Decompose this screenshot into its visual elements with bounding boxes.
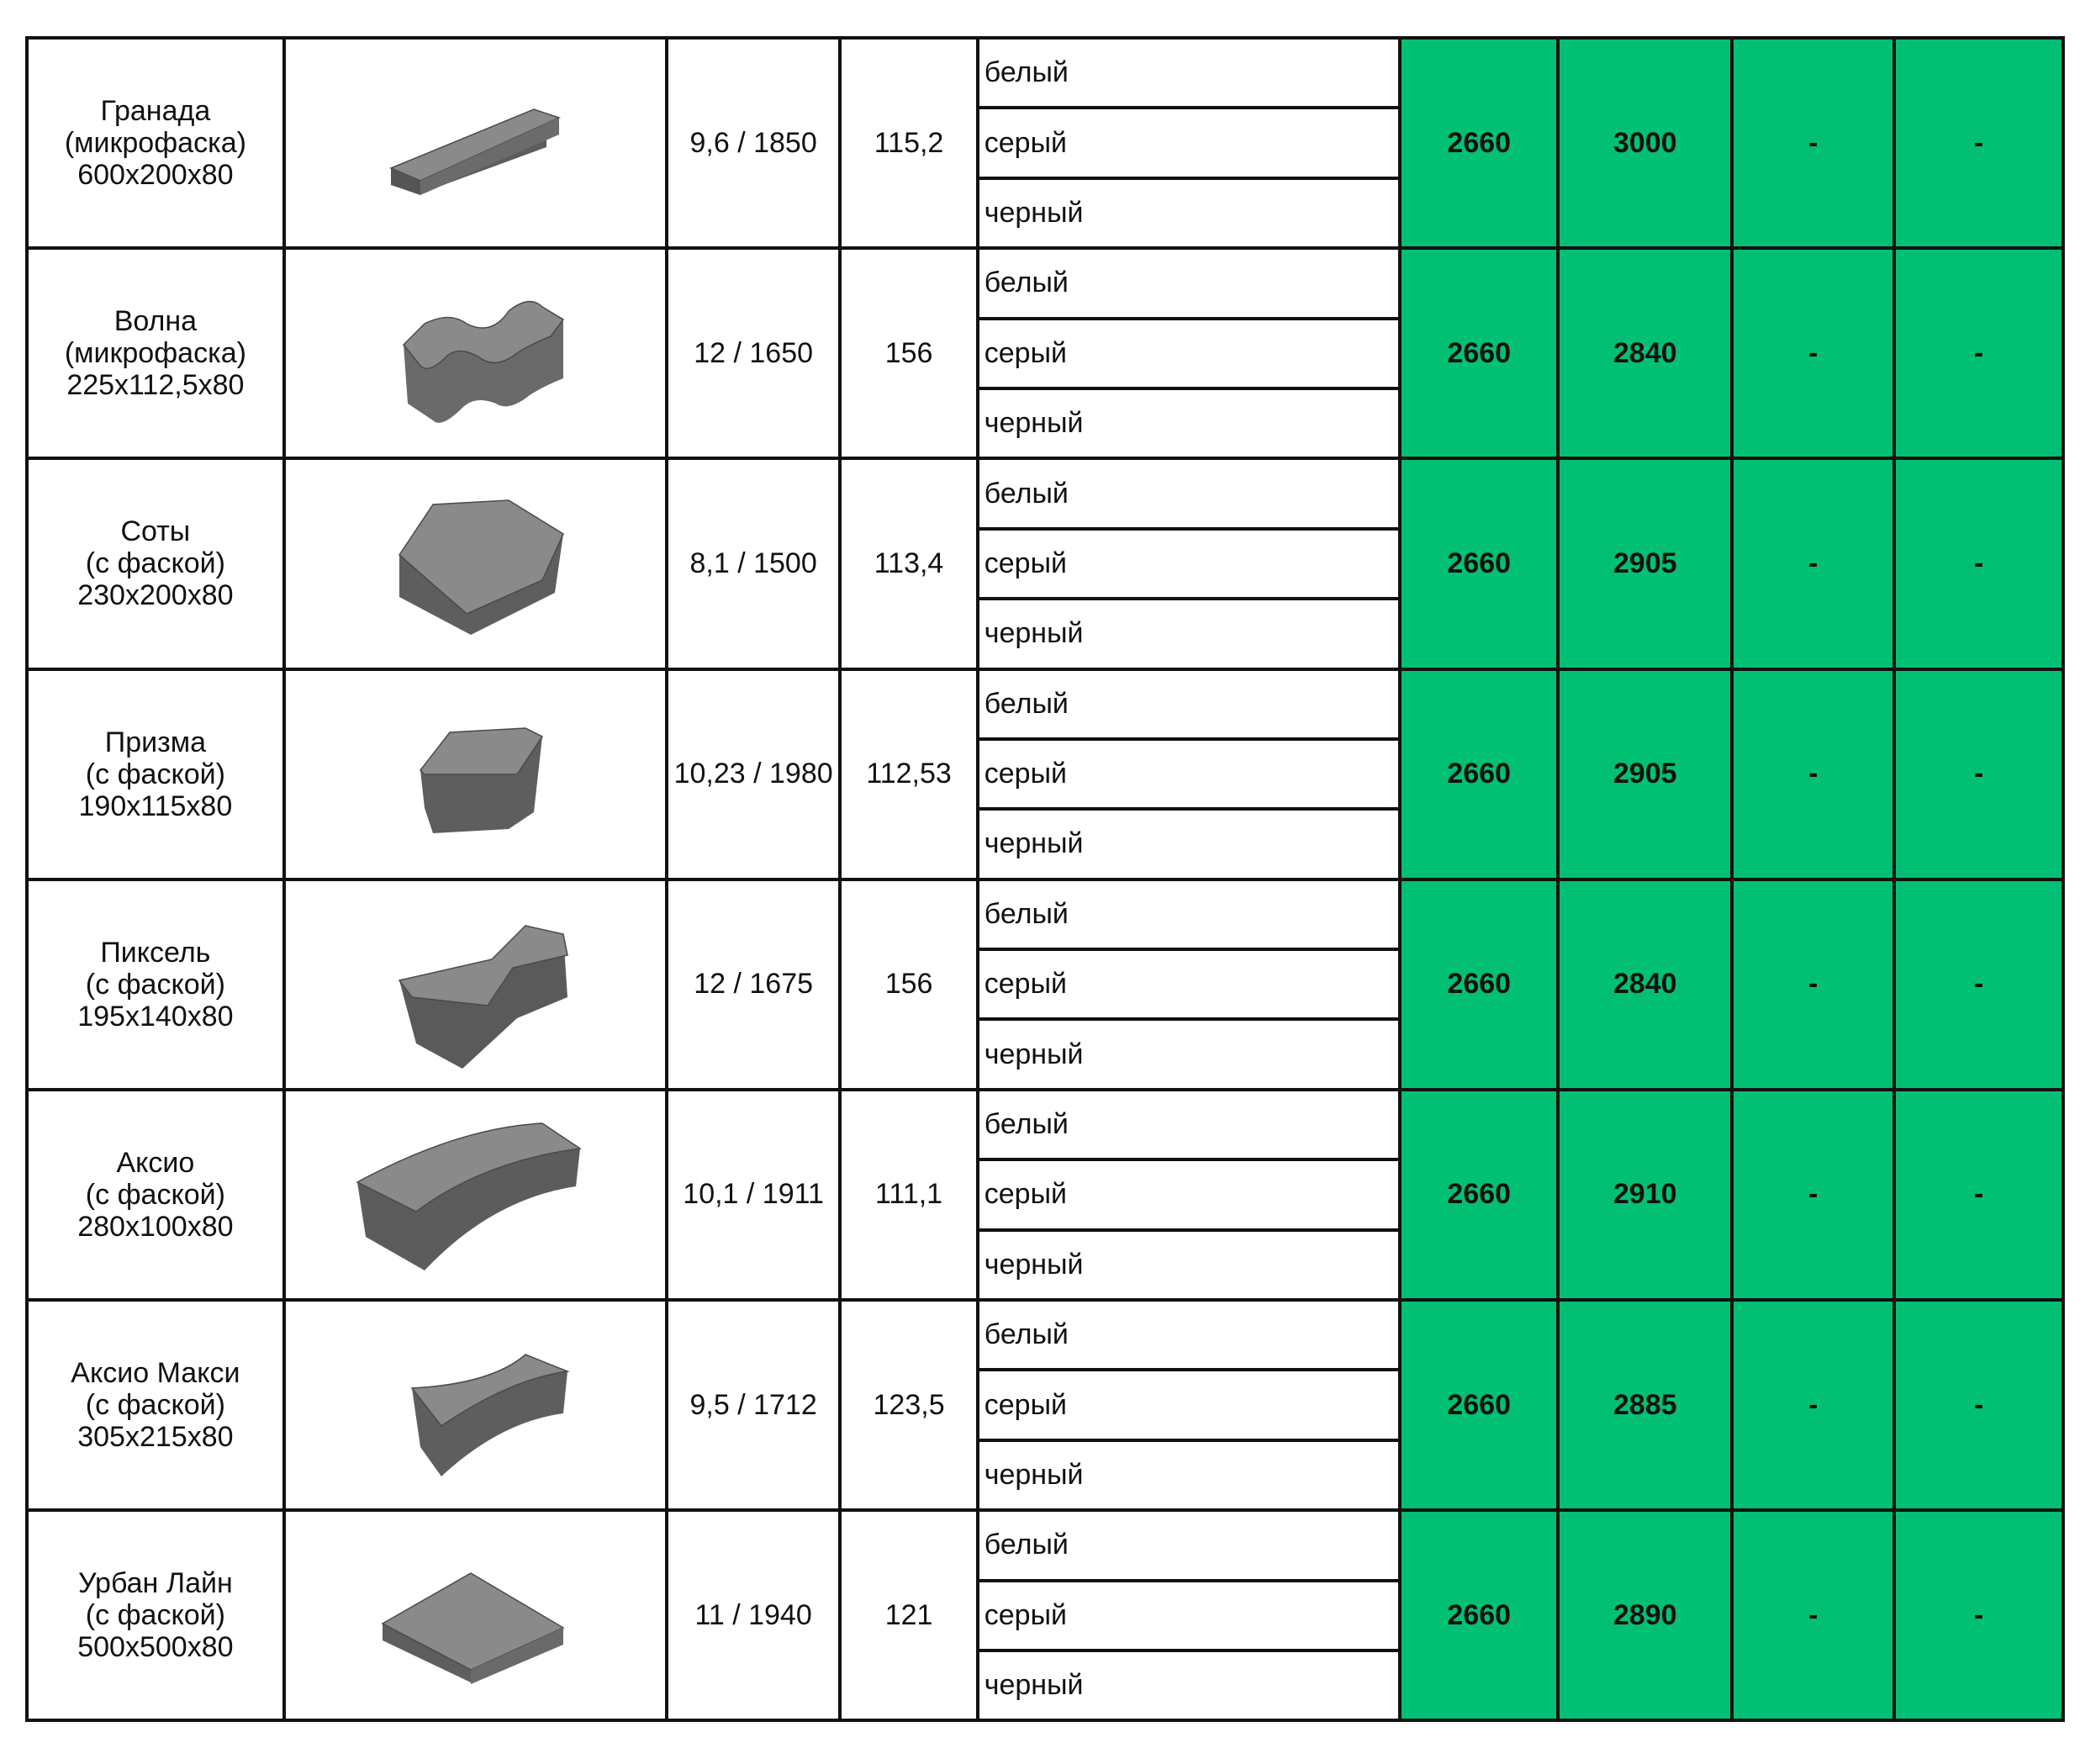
product-image-cell xyxy=(284,1300,667,1510)
product-size: 230x200x80 xyxy=(77,579,234,612)
price4-cell: - xyxy=(1894,879,2063,1090)
price2-cell: 3000 xyxy=(1558,38,1732,248)
product-finish: (с фаской) xyxy=(85,1599,225,1632)
price2-cell: 2905 xyxy=(1558,669,1732,879)
table-row xyxy=(27,669,2063,739)
color-option-cell: серый xyxy=(978,1159,1400,1229)
price2-cell: 2910 xyxy=(1558,1090,1732,1300)
color-option-cell: серый xyxy=(978,1370,1400,1439)
pixel-paver-icon xyxy=(286,896,665,1073)
color-option-cell: белый xyxy=(978,1300,1400,1370)
color-option-cell: черный xyxy=(978,1650,1400,1720)
product-name: Пиксель xyxy=(100,936,211,969)
quantity-cell: 121 xyxy=(840,1510,977,1720)
price4-cell: - xyxy=(1894,1300,2063,1510)
table-row xyxy=(27,1300,2063,1370)
price3-cell: - xyxy=(1732,38,1894,248)
product-size: 190x115x80 xyxy=(78,790,233,822)
product-name-cell xyxy=(27,1090,284,1300)
price3-cell: - xyxy=(1732,879,1894,1090)
quantity-cell: 113,4 xyxy=(840,458,977,668)
color-option-cell: черный xyxy=(978,388,1400,458)
product-finish: (с фаской) xyxy=(85,547,225,580)
color-option-cell: серый xyxy=(978,108,1400,177)
color-option-cell: белый xyxy=(978,1090,1400,1159)
weight-cell: 9,5 / 1712 xyxy=(667,1300,841,1510)
granada-paver-icon xyxy=(286,67,665,219)
product-size: 280x100x80 xyxy=(77,1210,234,1243)
product-name-cell xyxy=(27,458,284,668)
color-option-cell: серый xyxy=(978,1581,1400,1650)
product-finish: (с фаской) xyxy=(85,758,225,790)
product-name: Призма xyxy=(104,726,206,758)
color-option-cell: черный xyxy=(978,1019,1400,1089)
product-size: 225x112,5x80 xyxy=(66,369,245,402)
weight-cell: 9,6 / 1850 xyxy=(667,38,841,248)
product-name: Волна xyxy=(113,305,198,338)
product-name-cell xyxy=(27,879,284,1090)
product-finish: (с фаской) xyxy=(85,1389,225,1422)
price3-cell: - xyxy=(1732,1300,1894,1510)
quantity-cell: 156 xyxy=(840,879,977,1090)
color-option-cell: черный xyxy=(978,178,1400,248)
price1-cell: 2660 xyxy=(1400,669,1558,879)
table-row xyxy=(27,1510,2063,1580)
product-finish: (микрофаска) xyxy=(64,337,246,370)
price1-cell: 2660 xyxy=(1400,458,1558,668)
color-option-cell: белый xyxy=(978,669,1400,739)
price3-cell: - xyxy=(1732,1090,1894,1300)
color-option-cell: серый xyxy=(978,319,1400,388)
table-row xyxy=(27,248,2063,318)
price2-cell: 2840 xyxy=(1558,879,1732,1090)
product-image-cell xyxy=(284,879,667,1090)
product-finish: (с фаской) xyxy=(85,1178,225,1211)
product-size: 500x500x80 xyxy=(77,1631,234,1664)
product-name-cell xyxy=(27,248,284,458)
product-name-cell xyxy=(27,1510,284,1720)
product-image-cell xyxy=(284,1090,667,1300)
price4-cell: - xyxy=(1894,1090,2063,1300)
color-option-cell: серый xyxy=(978,949,1400,1019)
weight-cell: 12 / 1675 xyxy=(667,879,841,1090)
axio-maxi-paver-icon xyxy=(286,1321,665,1489)
weight-cell: 10,23 / 1980 xyxy=(667,669,841,879)
quantity-cell: 123,5 xyxy=(840,1300,977,1510)
color-option-cell: черный xyxy=(978,809,1400,879)
product-name-cell xyxy=(27,1300,284,1510)
price1-cell: 2660 xyxy=(1400,38,1558,248)
color-option-cell: черный xyxy=(978,1440,1400,1510)
urban-line-paver-icon xyxy=(286,1531,665,1699)
product-name-cell xyxy=(27,669,284,879)
product-name: Соты xyxy=(120,515,191,548)
quantity-cell: 112,53 xyxy=(840,669,977,879)
table-row xyxy=(27,458,2063,528)
product-image-cell xyxy=(284,38,667,248)
price2-cell: 2885 xyxy=(1558,1300,1732,1510)
price2-cell: 2840 xyxy=(1558,248,1732,458)
prism-paver-icon xyxy=(286,690,665,858)
price1-cell: 2660 xyxy=(1400,879,1558,1090)
product-size: 600x200x80 xyxy=(77,159,234,192)
color-option-cell: белый xyxy=(978,879,1400,949)
product-name: Урбан Лайн xyxy=(77,1567,233,1600)
color-option-cell: черный xyxy=(978,599,1400,668)
price3-cell: - xyxy=(1732,669,1894,879)
product-image-cell xyxy=(284,248,667,458)
color-option-cell: белый xyxy=(978,1510,1400,1580)
price1-cell: 2660 xyxy=(1400,1090,1558,1300)
product-size: 195x140x80 xyxy=(77,1000,234,1033)
price3-cell: - xyxy=(1732,1510,1894,1720)
weight-cell: 11 / 1940 xyxy=(667,1510,841,1720)
price4-cell: - xyxy=(1894,1510,2063,1720)
table-row xyxy=(27,1090,2063,1159)
product-name: Аксио Макси xyxy=(71,1357,240,1390)
product-image-cell xyxy=(284,1510,667,1720)
color-option-cell: белый xyxy=(978,38,1400,108)
product-finish: (с фаской) xyxy=(85,968,225,1001)
quantity-cell: 156 xyxy=(840,248,977,458)
color-option-cell: черный xyxy=(978,1230,1400,1300)
quantity-cell: 111,1 xyxy=(840,1090,977,1300)
color-option-cell: серый xyxy=(978,529,1400,599)
table-row xyxy=(27,879,2063,949)
hexagon-paver-icon xyxy=(286,479,665,647)
product-name-cell xyxy=(27,38,284,248)
quantity-cell: 115,2 xyxy=(840,38,977,248)
price4-cell: - xyxy=(1894,38,2063,248)
product-name: Гранада xyxy=(100,95,211,128)
price2-cell: 2905 xyxy=(1558,458,1732,668)
price3-cell: - xyxy=(1732,248,1894,458)
price-table xyxy=(25,36,2065,1722)
color-option-cell: серый xyxy=(978,739,1400,809)
weight-cell: 8,1 / 1500 xyxy=(667,458,841,668)
weight-cell: 12 / 1650 xyxy=(667,248,841,458)
product-image-cell xyxy=(284,458,667,668)
price3-cell: - xyxy=(1732,458,1894,668)
wave-paver-icon xyxy=(286,261,665,446)
axio-paver-icon xyxy=(286,1111,665,1279)
color-option-cell: белый xyxy=(978,248,1400,318)
price4-cell: - xyxy=(1894,248,2063,458)
price4-cell: - xyxy=(1894,669,2063,879)
product-image-cell xyxy=(284,669,667,879)
product-name: Аксио xyxy=(116,1146,195,1179)
table-row xyxy=(27,38,2063,108)
price1-cell: 2660 xyxy=(1400,248,1558,458)
product-size: 305x215x80 xyxy=(77,1421,234,1454)
product-finish: (микрофаска) xyxy=(64,127,246,160)
price2-cell: 2890 xyxy=(1558,1510,1732,1720)
price1-cell: 2660 xyxy=(1400,1510,1558,1720)
price4-cell: - xyxy=(1894,458,2063,668)
weight-cell: 10,1 / 1911 xyxy=(667,1090,841,1300)
color-option-cell: белый xyxy=(978,458,1400,528)
price1-cell: 2660 xyxy=(1400,1300,1558,1510)
